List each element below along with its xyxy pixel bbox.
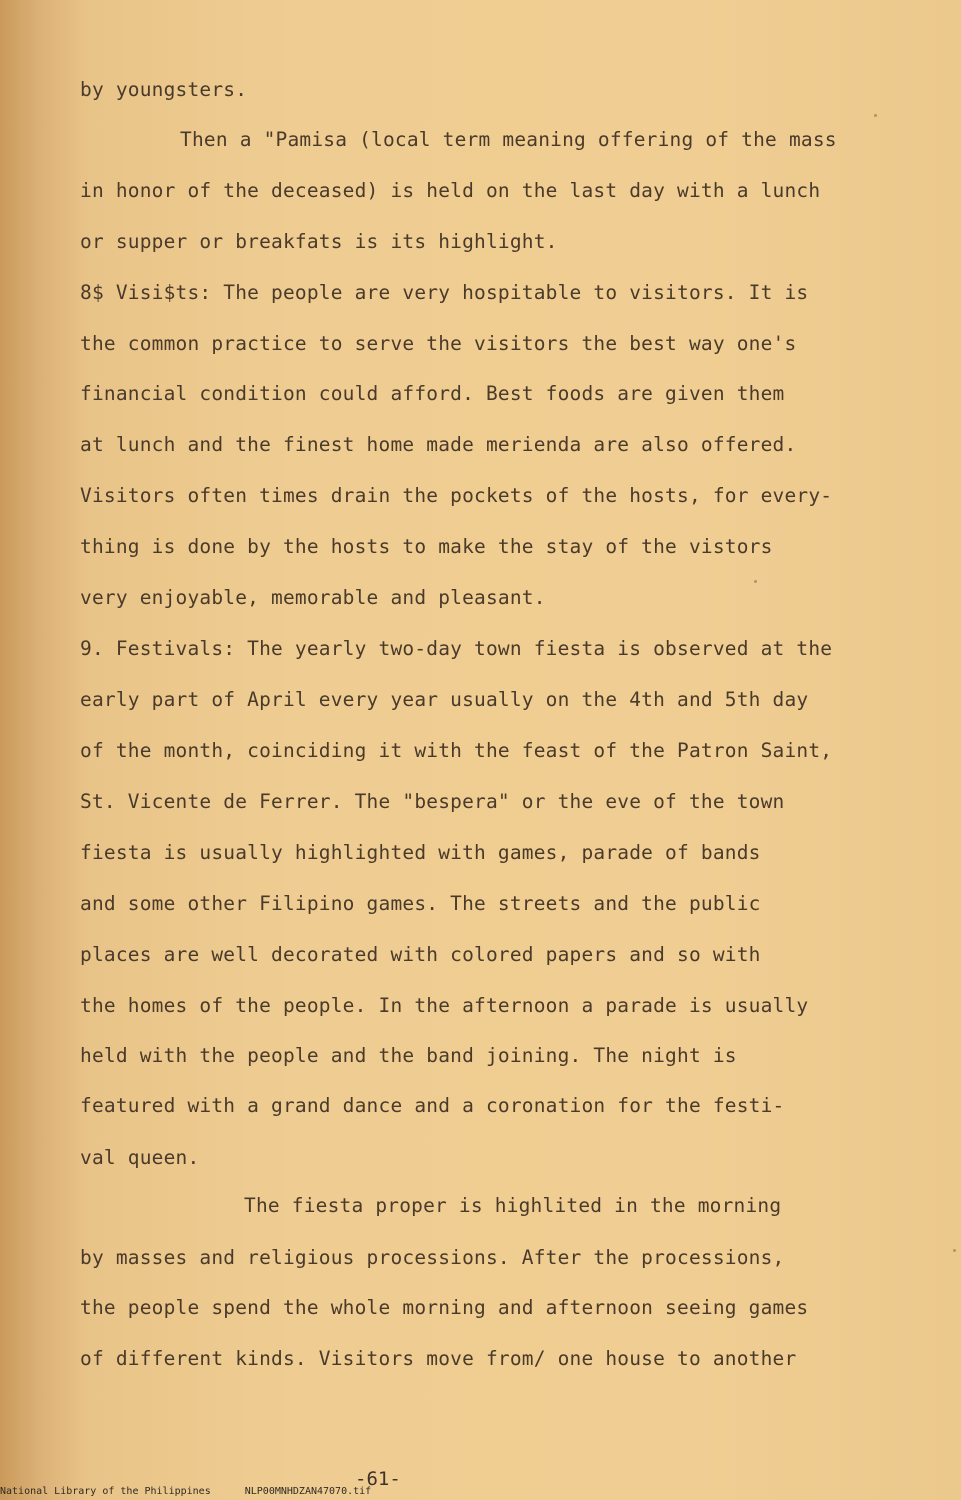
paper-speck [754,580,757,583]
text-line-3: in honor of the deceased) is held on the last day with a lunch [80,179,821,202]
text-line-1: by youngsters. [80,78,248,101]
text-line-8: at lunch and the finest home made merienda are also offered. [80,433,797,456]
text-line-11: very enjoyable, memorable and pleasant. [80,586,546,609]
text-line-12: 9. Festivals: The yearly two-day town fiesta is observed at the [80,637,833,660]
page-number: -61- [355,1468,401,1490]
text-line-24: by masses and religious processions. After the processions, [80,1246,785,1269]
text-line-20: held with the people and the band joining. The night is [80,1044,737,1067]
text-line-23: The fiesta proper is highlited in the morning [244,1194,782,1217]
footer-file-name: NLP00MNHDZAN47070.tif [244,1486,372,1497]
text-line-22: val queen. [80,1146,200,1169]
text-line-2: Then a "Pamisa (local term meaning offering of the mass [180,128,837,151]
text-line-19: the homes of the people. In the afternoon a parade is usually [80,994,809,1017]
text-line-9: Visitors often times drain the pockets of the hosts, for every- [80,484,833,507]
text-line-13: early part of April every year usually on the 4th and 5th day [80,688,809,711]
text-line-25: the people spend the whole morning and afternoon seeing games [80,1296,809,1319]
text-line-21: featured with a grand dance and a coronation for the festi- [80,1094,785,1117]
text-line-16: fiesta is usually highlighted with games, parade of bands [80,841,761,864]
text-line-14: of the month, coinciding it with the feast of the Patron Saint, [80,739,833,762]
text-line-15: St. Vicente de Ferrer. The "bespera" or the eve of the town [80,790,785,813]
paper-speck [874,114,877,117]
text-line-4: or supper or breakfats is its highlight. [80,230,558,253]
text-line-10: thing is done by the hosts to make the stay of the vistors [80,535,773,558]
scan-footer [0,1486,399,1497]
text-line-6: the common practice to serve the visitors the best way one's [80,332,797,355]
text-line-5: 8$ Visi$ts: The people are very hospitable to visitors. It is [80,281,809,304]
text-line-18: places are well decorated with colored papers and so with [80,943,761,966]
text-line-26: of different kinds. Visitors move from/ one house to another [80,1347,797,1370]
text-line-7: financial condition could afford. Best foods are given them [80,382,785,405]
paper-speck [953,1249,956,1252]
text-line-17: and some other Filipino games. The streets and the public [80,892,761,915]
footer-institution: National Library of the Philippines [0,1486,211,1497]
